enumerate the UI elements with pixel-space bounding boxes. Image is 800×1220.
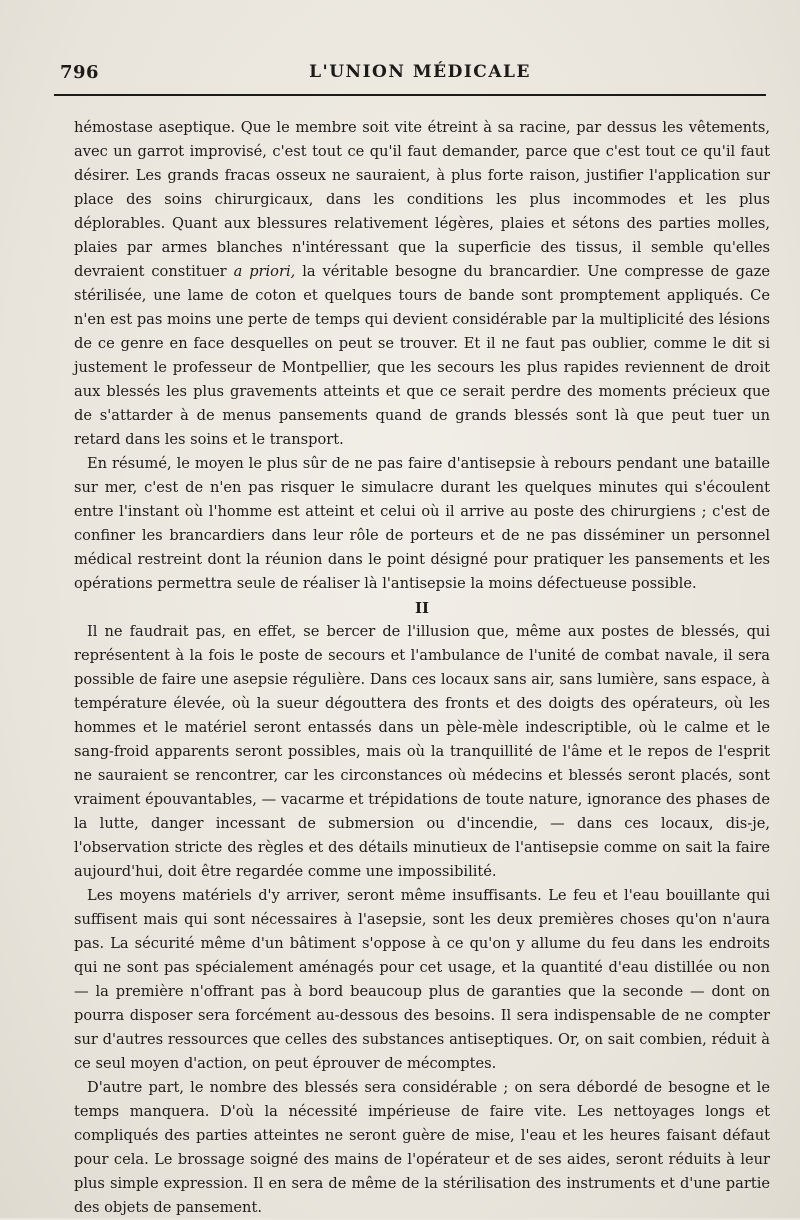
paragraph-3: Il ne faudrait pas, en effet, se bercer de l'illusion que, même aux postes de blessés, qui représentent à la fois le poste de secours et l'ambulance de l'unité de combat navale, il sera possible de faire une asepsie régulière. Dans ces locaux sans air, sans lumière, sans espace, à température élevée, où la sueur dégouttera des fronts et des doigts des opérateurs, où les hommes et le matériel seront entassés dans un pèle-mèle indescriptible, où le calme et le sang-froid apparents seront possibles, mais où la tranquillité de l'âme et le repos de l'esprit ne sauraient se rencontrer, car les circonstances où médecins et blessés seront placés, sont vraiment épouvantables, — vacarme et trépidations de toute nature, ignorance des phases de la lutte, danger incessant de submersion ou d'incendie, — dans ces locaux, dis-je, l'observation stricte des règles et des détails minutieux de l'antisepsie comme on sait la faire aujourd'hui, doit être regardée comme une impossibilité.: [74, 623, 770, 880]
section-heading: II: [414, 599, 430, 617]
page-number: 796: [60, 62, 100, 83]
paragraph-2: En résumé, le moyen le plus sûr de ne pas faire d'antisepsie à rebours pendant une bataille sur mer, c'est de n'en pas risquer le simulacre durant les quelques minutes qui s'écoulent entre l'instant où l'homme est atteint et celui où il arrive au poste des chirurgiens ; c'est de confiner les brancardiers dans leur rôle de porteurs et de ne pas disséminer un personnel médical restreint dont la réunion dans le point désigné pour pratiquer les pansements et les opérations permettra seule de réaliser là l'antisepsie la moins défectueuse possible.: [74, 455, 770, 592]
header-rule: [54, 94, 766, 96]
paragraph-5: D'autre part, le nombre des blessés sera considérable ; on sera débordé de besogne et le temps manquera. D'où la nécessité impérieuse de faire vite. Les nettoyages longs et compliqués des parties atteintes ne seront guère de mise, l'eau et les heures faisant défaut pour cela. Le brossage soigné des mains de l'opérateur et de ses aides, seront réduits à leur plus simple expression. Il en sera de même de la stérilisation des instruments et d'une partie des objets de pansement.: [74, 1079, 770, 1216]
paragraph-1-text: hémostase aseptique. Que le membre soit vite étreint à sa racine, par dessus les vêtements, avec un garrot improvisé, c'est tout ce qu'il faut demander, parce que c'est tout ce qu'il faut désirer. Les grands fracas osseux ne sauraient, à plus forte raison, justifier l'application sur place des soins chirurgicaux, dans les conditions les plus incommodes et les plus déplorables. Quant aux blessures relativement légères, plaies et sétons des parties molles, plaies par armes blanches n'intéressant que la superficie des tissus, il semble qu'elles devraient constituer: [74, 119, 770, 280]
running-head: [60, 58, 766, 88]
paragraph-4: Les moyens matériels d'y arriver, seront même insuffisants. Le feu et l'eau bouillante qui suffisent mais qui sont nécessaires à l'asepsie, sont les deux premières choses qu'on n'aura pas. La sécurité même d'un bâtiment s'oppose à ce qu'on y allume du feu dans les endroits qui ne sont pas spécialement aménagés pour cet usage, et la quantité d'eau distillée ou non — la première n'offrant pas à bord beaucoup plus de garanties que la seconde — dont on pourra disposer sera forcément au-dessous des besoins. Il sera indispensable de ne compter sur d'autres ressources que celles des substances antiseptiques. Or, on sait combien, réduit à ce seul moyen d'action, on peut éprouver de mécomptes.: [74, 887, 770, 1072]
paragraph-1-end: la véritable besogne du brancardier. Une compresse de gaze stérilisée, une lame de coton et quelques tours de bande sont promptement appliqués. Ce n'en est pas moins une perte de temps qui devient considérable par la multiplicité des lésions de ce genre en face desquelles on peut se trouver. Et il ne faut pas oublier, comme le dit si justement le professeur de Montpellier, que les secours les plus rapides reviennent de droit aux blessés les plus gravements atteints et que ce serait perdre des moments précieux que de s'attarder à de menus pansements quand de grands blessés sont là que peut tuer un retard dans les soins et le transport.: [74, 263, 770, 448]
journal-title: L'UNION MÉDICALE: [309, 62, 531, 82]
paragraph-1: [74, 116, 770, 452]
article-body: [74, 116, 770, 1220]
paragraph-1-italic: a priori,: [233, 263, 296, 280]
